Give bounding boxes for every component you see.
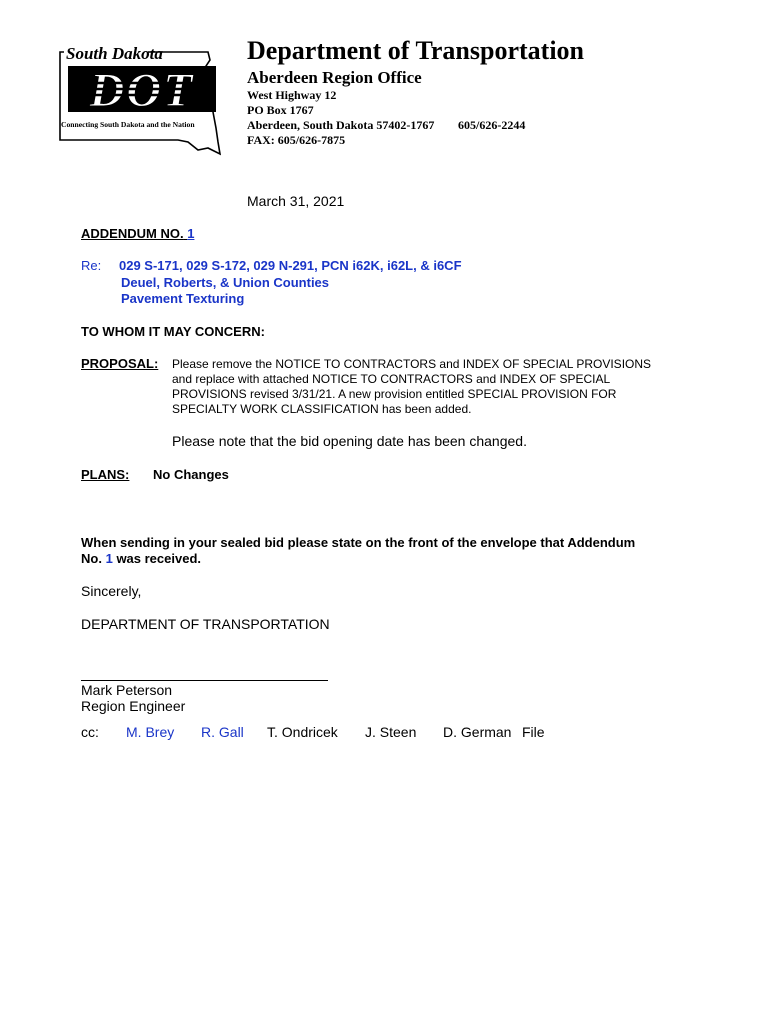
proposal-line: SPECIALTY WORK CLASSIFICATION has been added.	[172, 402, 472, 416]
address-line-1: West Highway 12	[247, 88, 337, 102]
closing: Sincerely,	[81, 583, 142, 599]
re-counties: Deuel, Roberts, & Union Counties	[121, 275, 330, 290]
signer-title: Region Engineer	[81, 698, 186, 714]
plans-value: No Changes	[153, 467, 229, 482]
cc-recipient: R. Gall	[201, 724, 244, 740]
sddot-logo	[58, 42, 230, 157]
cc-recipient: J. Steen	[365, 724, 417, 740]
signature-line	[81, 680, 328, 681]
salutation: TO WHOM IT MAY CONCERN:	[81, 324, 265, 339]
state-script-text: South Dakota	[66, 44, 163, 63]
proposal-line: PROVISIONS revised 3/31/21. A new provision entitled SPECIAL PROVISION FOR	[172, 387, 617, 401]
address-line-3: Aberdeen, South Dakota 57402-1767	[247, 118, 435, 132]
signature-organization: DEPARTMENT OF TRANSPORTATION	[81, 616, 330, 632]
addendum-number: 1	[187, 226, 195, 241]
bid-opening-note: Please note that the bid opening date has been changed.	[172, 433, 527, 449]
cc-recipient: T. Ondricek	[267, 724, 338, 740]
proposal-label: PROPOSAL:	[81, 356, 159, 371]
logo-tagline: Connecting South Dakota and the Nation	[61, 120, 195, 129]
letterhead-title: Department of Transportation	[247, 36, 585, 65]
cc-label: cc:	[81, 724, 99, 740]
proposal-line: Please remove the NOTICE TO CONTRACTORS and INDEX OF SPECIAL PROVISIONS	[172, 357, 652, 371]
state-script-wordmark	[64, 43, 163, 63]
proposal-line: and replace with attached NOTICE TO CONTRACTORS and INDEX OF SPECIAL	[172, 372, 611, 386]
instruction-prefix: No.	[81, 551, 102, 566]
dot-acronym-text: DOT	[89, 64, 195, 117]
addendum-heading	[81, 226, 194, 241]
letter-date: March 31, 2021	[247, 193, 345, 209]
cc-recipient: M. Brey	[126, 724, 175, 740]
phone-number: 605/626-2244	[458, 118, 526, 132]
bid-instruction-line-2	[81, 551, 201, 566]
region-office: Aberdeen Region Office	[247, 68, 422, 87]
addendum-label: ADDENDUM NO.	[81, 226, 184, 241]
plans-label: PLANS:	[81, 467, 130, 482]
address-line-2: PO Box 1767	[247, 103, 314, 117]
cc-recipient: File	[522, 724, 545, 740]
re-project-numbers: 029 S-171, 029 S-172, 029 N-291, PCN i62K, i62L, & i6CF	[119, 258, 462, 273]
dot-wordmark	[68, 64, 216, 117]
cc-recipient: D. German	[443, 724, 512, 740]
re-project-title: Pavement Texturing	[121, 291, 245, 306]
signer-name: Mark Peterson	[81, 682, 173, 698]
re-label: Re:	[81, 258, 102, 273]
instruction-suffix: was received.	[116, 551, 201, 566]
instruction-addendum-number: 1	[105, 551, 113, 566]
bid-instruction-line-1: When sending in your sealed bid please state on the front of the envelope that Addendum	[81, 535, 636, 550]
fax-number: FAX: 605/626-7875	[247, 133, 346, 147]
